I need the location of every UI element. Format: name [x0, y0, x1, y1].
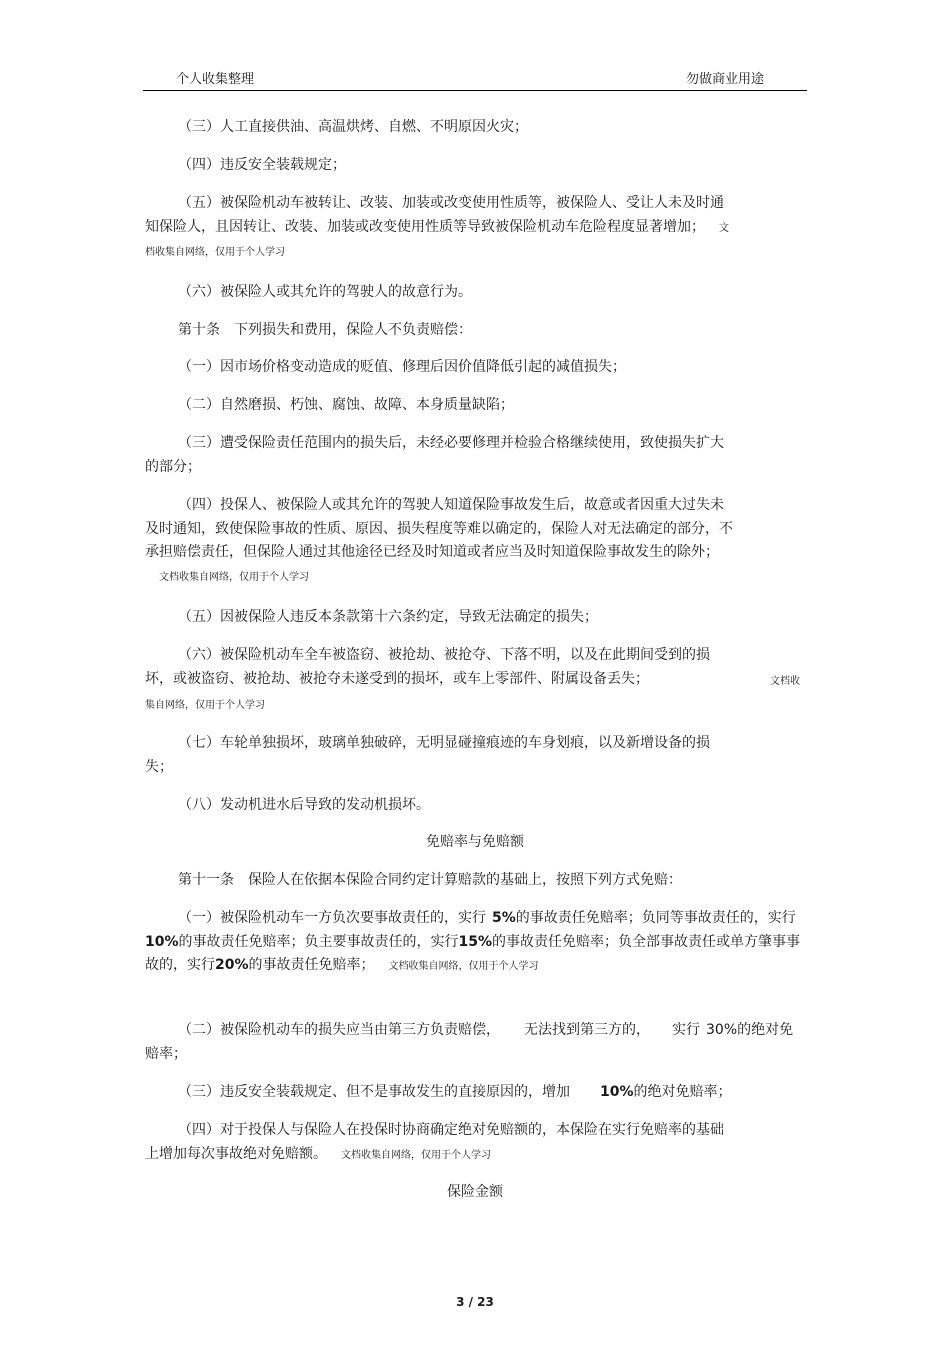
paragraph-deductible-1: [145, 907, 805, 979]
source-note: 习: [528, 961, 539, 972]
section-heading-deductible: 免赔率与免赔额: [426, 834, 524, 850]
paragraph-item-6: （六）被保险人或其允许的驾驶人的故意行为。: [178, 284, 472, 300]
source-note: 文档收集自网络，仅用于个人学习: [159, 571, 309, 583]
paragraph-item-4: （四）违反安全装载规定；: [178, 157, 346, 173]
text-segment: （三）违反安全装载规定、但不是事故发生的直接原因的，增加: [178, 1084, 570, 1100]
text-segment: （一）被保险机动车一方负次要事故责任的，实行: [178, 910, 486, 926]
text-segment: 的事故责任免赔率；负同等事故责任的，实行: [515, 910, 796, 926]
paragraph-exclusion-3: （三）遭受保险责任范围内的损失后，未经必要修理并检验合格继续使用，致使损失扩大的部分；: [145, 435, 724, 475]
source-note: 集自网络，仅用于个人学习: [145, 700, 265, 711]
text-segment: 实行: [672, 1022, 700, 1038]
paragraph-exclusion-1: （一）因市场价格变动造成的贬值、修理后因价值降低引起的减值损失；: [178, 359, 626, 375]
rate-value: 5%: [492, 910, 516, 926]
paragraph-exclusion-2: （二）自然磨损、朽蚀、腐蚀、故障、本身质量缺陷；: [178, 397, 514, 413]
paragraph-deductible-4: [145, 1119, 737, 1167]
text-segment: 的事故责任免赔率；负全部事故责任或单方肇事事故的，实行: [145, 933, 801, 973]
text-segment: （二）被保险机动车的损失应当由第三方负责赔偿，: [178, 1022, 500, 1038]
paragraph-exclusion-8: （八）发动机进水后导致的发动机损坏。: [178, 797, 430, 813]
page-number: 3 / 23: [456, 1295, 494, 1309]
page-header: [143, 66, 807, 91]
rate-value: 20%: [215, 957, 249, 973]
article-11: 第十一条 保险人在依据本保险合同约定计算赔款的基础上，按照下列方式免赔：: [178, 872, 682, 888]
paragraph-text: （五）被保险机动车被转让、改装、加装或改变使用性质等，被保险人、受让人未及时通知保险人，且因转让、改装、加装或改变使用性质等导致被保险机动车危险程度显著增加；: [145, 195, 724, 235]
text-segment: 的绝对免赔率；: [633, 1084, 732, 1100]
paragraph-deductible-3: [145, 1081, 805, 1105]
paragraph-exclusion-7: （七）车轮单独损坏，玻璃单独破碎，无明显碰撞痕迹的车身划痕，以及新增设备的损失；: [145, 735, 710, 775]
text-segment: 的事故责任免赔率；负主要事故责任的，实行: [178, 933, 459, 950]
source-note: 文档收集自网络，仅用于个人学: [388, 961, 529, 972]
paragraph-item-5: [145, 192, 737, 265]
paragraph-text: （四）投保人、被保险人或其允许的驾驶人知道保险事故发生后，故意或者因重大过失未及时通知，致使保险事故的性质、原因、损失程度等难以确定的，保险人对无法确定的部分，不承担赔偿责任，但保险人通过其他途径已经及时知道或者应当及时知道保险事故发生的除外；: [145, 497, 733, 560]
article-10: 第十条 下列损失和费用，保险人不负责赔偿：: [178, 322, 472, 338]
rate-value: 30%: [706, 1022, 738, 1038]
paragraph-item-3: （三）人工直接供油、高温烘烤、自燃、不明原因火灾；: [178, 119, 528, 135]
text-segment: 的事故责任免赔率；: [248, 957, 375, 973]
paragraph-deductible-2: [145, 1019, 805, 1066]
paragraph-text: （六）被保险机动车全车被盗窃、被抢劫、被抢夺、下落不明，以及在此期间受到的损坏，或被盗窃、被抢劫、被抢夺未遂受到的损坏，或车上零部件、附属设备丢失；: [145, 647, 710, 687]
header-right-text: 勿做商业用途: [685, 72, 764, 87]
source-note: 文档收集自网络，仅用于个人学习: [145, 222, 729, 258]
section-heading-insured-amount: 保险金额: [447, 1184, 503, 1200]
text-segment: 的绝对免赔率；: [145, 1022, 794, 1062]
rate-value: 10%: [145, 933, 179, 950]
rate-value: 15%: [458, 933, 493, 950]
text-segment: 无法找到第三方的，: [524, 1022, 650, 1038]
paragraph-exclusion-5: （五）因被保险人违反本条款第十六条约定，导致无法确定的损失；: [178, 609, 598, 625]
rate-value: 10%: [600, 1084, 634, 1100]
source-note: 文档收: [770, 676, 800, 687]
source-note: 文档收集自网络，仅用于个人学习: [341, 1149, 491, 1161]
paragraph-exclusion-4: [145, 494, 737, 589]
paragraph-exclusion-6: [145, 644, 737, 691]
paragraph-text: （四）对于投保人与保险人在投保时协商确定绝对免赔额的，本保险在实行免赔率的基础上增加每次事故绝对免赔额。: [145, 1122, 724, 1162]
header-left-text: 个人收集整理: [176, 72, 255, 87]
